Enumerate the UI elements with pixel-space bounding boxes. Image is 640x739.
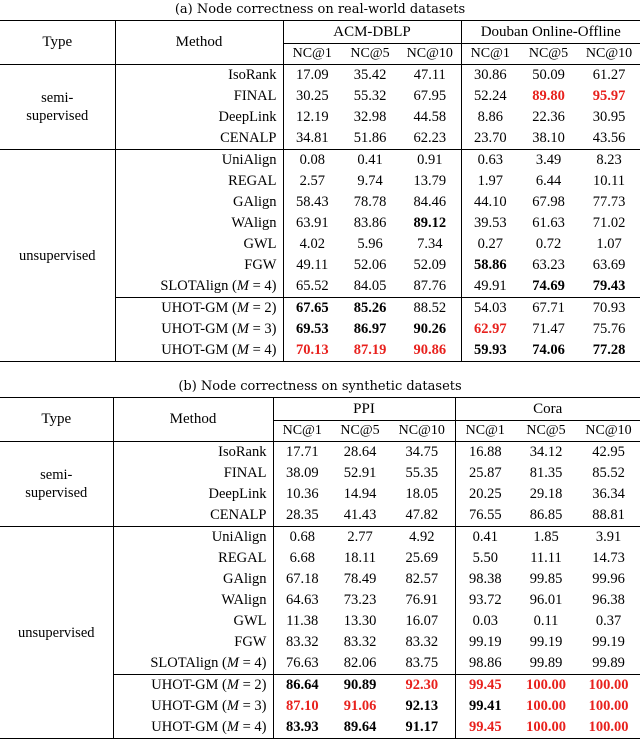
value-cell: 0.11 xyxy=(533,613,559,629)
value-cell: 34.12 xyxy=(529,444,563,460)
value-cell: 13.79 xyxy=(399,171,461,192)
value-cell: 75.76 xyxy=(592,321,626,337)
method-cell: UHOT-GM (M = 2) xyxy=(113,675,273,697)
value-cell: 99.41 xyxy=(468,698,502,714)
value-cell: 35.42 xyxy=(353,67,387,83)
value-cell: 99.19 xyxy=(468,634,502,650)
metric-header: NC@5 xyxy=(515,421,577,442)
method-cell: UniAlign xyxy=(115,150,283,172)
metric-header: NC@1 xyxy=(273,421,331,442)
metric-header: NC@1 xyxy=(455,421,515,442)
value-cell: 85.26 xyxy=(341,298,399,320)
value-cell: 86.97 xyxy=(353,321,387,337)
dataset-header-cora: Cora xyxy=(455,398,640,421)
value-cell: 96.01 xyxy=(529,592,563,608)
value-cell: 32.98 xyxy=(353,109,387,125)
method-cell: FINAL xyxy=(115,86,283,107)
value-cell: 82.57 xyxy=(389,569,455,590)
value-cell: 34.75 xyxy=(389,442,455,464)
value-cell: 8.86 xyxy=(477,109,503,125)
method-cell: SLOTAlign (M = 4) xyxy=(113,653,273,675)
value-cell: 51.86 xyxy=(353,130,387,146)
value-cell: 70.13 xyxy=(283,340,341,362)
value-cell: 77.28 xyxy=(578,340,640,362)
type-label-semi-supervised xyxy=(0,65,115,150)
value-cell: 43.56 xyxy=(592,130,626,146)
metric-header: NC@10 xyxy=(577,421,640,442)
value-cell: 100.00 xyxy=(588,698,629,714)
method-cell: FGW xyxy=(113,632,273,653)
value-cell: 28.64 xyxy=(343,444,377,460)
value-cell: 25.87 xyxy=(468,465,502,481)
method-cell: REGAL xyxy=(115,171,283,192)
value-cell: 55.32 xyxy=(353,88,387,104)
value-cell: 61.63 xyxy=(532,215,565,231)
value-cell: 49.11 xyxy=(296,257,329,273)
metric-header: NC@10 xyxy=(389,421,455,442)
value-cell: 87.19 xyxy=(341,340,399,362)
method-cell: IsoRank xyxy=(113,442,273,464)
caption-table-b: (b) Node correctness on synthetic datasets xyxy=(178,379,462,394)
value-cell: 18.05 xyxy=(389,484,455,505)
value-cell: 99.19 xyxy=(592,634,625,650)
type-header: Type xyxy=(0,398,113,442)
value-cell: 16.88 xyxy=(468,444,502,460)
value-cell: 5.96 xyxy=(357,236,383,252)
value-cell: 13.30 xyxy=(343,613,377,629)
value-cell: 99.45 xyxy=(455,675,515,697)
value-cell: 14.94 xyxy=(343,486,377,502)
value-cell: 22.36 xyxy=(532,109,565,125)
value-cell: 67.18 xyxy=(285,571,319,587)
metric-header: NC@10 xyxy=(399,44,461,65)
value-cell: 55.35 xyxy=(389,463,455,484)
value-cell: 49.91 xyxy=(473,278,507,294)
value-cell: 29.18 xyxy=(529,486,563,502)
value-cell: 12.19 xyxy=(295,109,329,125)
value-cell: 4.92 xyxy=(389,527,455,549)
value-cell: 83.32 xyxy=(389,632,455,653)
table-b xyxy=(0,397,640,739)
value-cell: 82.06 xyxy=(343,655,377,671)
value-cell: 58.43 xyxy=(295,194,329,210)
value-cell: 83.93 xyxy=(273,717,331,739)
value-cell: 0.03 xyxy=(472,613,498,629)
value-cell: 30.95 xyxy=(592,109,626,125)
value-cell: 90.89 xyxy=(331,675,389,697)
method-header: Method xyxy=(115,21,283,65)
value-cell: 61.27 xyxy=(592,67,626,83)
value-cell: 91.17 xyxy=(389,717,455,739)
value-cell: 100.00 xyxy=(515,675,577,697)
metric-header: NC@1 xyxy=(461,44,519,65)
value-cell: 39.53 xyxy=(473,215,507,231)
value-cell: 9.74 xyxy=(357,173,383,189)
method-cell: FINAL xyxy=(113,463,273,484)
value-cell: 83.75 xyxy=(389,653,455,675)
method-header: Method xyxy=(113,398,273,442)
value-cell: 100.00 xyxy=(577,675,640,697)
value-cell: 63.91 xyxy=(295,215,329,231)
value-cell: 99.89 xyxy=(529,655,563,671)
value-cell: 64.63 xyxy=(285,592,319,608)
value-cell: 81.35 xyxy=(529,465,563,481)
value-cell: 86.64 xyxy=(273,675,331,697)
type-label-unsupervised: unsupervised xyxy=(0,527,113,739)
value-cell: 59.93 xyxy=(461,340,519,362)
method-cell: UniAlign xyxy=(113,527,273,549)
value-cell: 98.38 xyxy=(468,571,502,587)
value-cell: 52.24 xyxy=(473,88,507,104)
method-cell: GAlign xyxy=(113,569,273,590)
value-cell: 38.10 xyxy=(532,130,565,146)
value-cell: 85.52 xyxy=(592,465,625,481)
method-cell: CENALP xyxy=(113,505,273,527)
value-cell: 73.23 xyxy=(343,592,377,608)
value-cell: 0.63 xyxy=(461,150,519,172)
dataset-header-ppi: PPI xyxy=(273,398,455,421)
value-cell: 71.02 xyxy=(592,215,626,231)
value-cell: 6.44 xyxy=(535,173,562,189)
value-cell: 98.86 xyxy=(468,655,502,671)
value-cell: 3.49 xyxy=(519,150,578,172)
type-label-line: semi- xyxy=(40,467,73,483)
type-header: Type xyxy=(0,21,115,65)
method-cell: REGAL xyxy=(113,548,273,569)
value-cell: 1.07 xyxy=(596,236,622,252)
value-cell: 63.69 xyxy=(592,257,626,273)
method-cell: GAlign xyxy=(115,192,283,213)
value-cell: 2.57 xyxy=(299,173,325,189)
value-cell: 89.64 xyxy=(331,717,389,739)
value-cell: 95.97 xyxy=(592,88,626,104)
value-cell: 0.08 xyxy=(283,150,341,172)
value-cell: 18.11 xyxy=(343,550,377,566)
method-cell: WAlign xyxy=(113,590,273,611)
value-cell: 36.34 xyxy=(592,486,625,502)
value-cell: 25.69 xyxy=(389,548,455,569)
method-cell: IsoRank xyxy=(115,65,283,87)
value-cell: 90.26 xyxy=(399,319,461,340)
value-cell: 88.52 xyxy=(399,298,461,320)
value-cell: 44.10 xyxy=(473,194,507,210)
method-cell: CENALP xyxy=(115,128,283,150)
value-cell: 77.73 xyxy=(592,194,626,210)
value-cell: 1.85 xyxy=(515,527,577,549)
method-cell: SLOTAlign (M = 4) xyxy=(115,276,283,298)
value-cell: 79.43 xyxy=(592,278,626,294)
dataset-header-douban: Douban Online-Offline xyxy=(461,21,640,44)
value-cell: 76.91 xyxy=(389,590,455,611)
type-label-line: semi- xyxy=(41,90,74,106)
method-cell: GWL xyxy=(113,611,273,632)
dataset-header-acm-dblp: ACM-DBLP xyxy=(283,21,461,44)
value-cell: 47.82 xyxy=(389,505,455,527)
metric-header: NC@5 xyxy=(341,44,399,65)
value-cell: 0.27 xyxy=(477,236,503,252)
value-cell: 84.05 xyxy=(353,278,387,294)
value-cell: 3.91 xyxy=(577,527,640,549)
method-cell: UHOT-GM (M = 2) xyxy=(115,298,283,320)
value-cell: 99.96 xyxy=(592,571,625,587)
value-cell: 67.71 xyxy=(519,298,578,320)
method-cell: FGW xyxy=(115,255,283,276)
method-cell: UHOT-GM (M = 3) xyxy=(113,696,273,717)
value-cell: 99.89 xyxy=(592,655,625,671)
value-cell: 50.09 xyxy=(532,67,565,83)
value-cell: 0.37 xyxy=(595,613,622,629)
value-cell: 100.00 xyxy=(515,717,577,739)
value-cell: 0.91 xyxy=(399,150,461,172)
value-cell: 74.06 xyxy=(519,340,578,362)
value-cell: 69.53 xyxy=(295,321,329,337)
method-cell: UHOT-GM (M = 3) xyxy=(115,319,283,340)
method-cell: DeepLink xyxy=(115,107,283,128)
type-label-line: supervised xyxy=(25,485,88,501)
value-cell: 78.78 xyxy=(353,194,387,210)
value-cell: 1.97 xyxy=(477,173,503,189)
method-cell: UHOT-GM (M = 4) xyxy=(113,717,273,739)
value-cell: 70.93 xyxy=(578,298,640,320)
method-cell: UHOT-GM (M = 4) xyxy=(115,340,283,362)
value-cell: 17.09 xyxy=(295,67,329,83)
value-cell: 11.38 xyxy=(286,613,319,629)
value-cell: 92.13 xyxy=(389,696,455,717)
value-cell: 86.85 xyxy=(529,507,563,523)
value-cell: 87.76 xyxy=(399,276,461,298)
value-cell: 58.86 xyxy=(473,257,507,273)
value-cell: 8.23 xyxy=(578,150,640,172)
value-cell: 89.12 xyxy=(399,213,461,234)
value-cell: 11.11 xyxy=(530,550,562,566)
value-cell: 91.06 xyxy=(343,698,377,714)
value-cell: 30.86 xyxy=(473,67,507,83)
value-cell: 6.68 xyxy=(289,550,315,566)
value-cell: 16.07 xyxy=(389,611,455,632)
value-cell: 23.70 xyxy=(473,130,507,146)
value-cell: 88.81 xyxy=(592,507,625,523)
metric-header: NC@1 xyxy=(283,44,341,65)
metric-header: NC@5 xyxy=(331,421,389,442)
value-cell: 0.68 xyxy=(273,527,331,549)
table-row xyxy=(0,442,640,464)
method-cell: WAlign xyxy=(115,213,283,234)
value-cell: 100.00 xyxy=(526,698,566,714)
type-label-line: supervised xyxy=(26,108,89,124)
value-cell: 62.23 xyxy=(399,128,461,150)
value-cell: 89.80 xyxy=(532,88,565,104)
type-label-semi-supervised xyxy=(0,442,113,527)
value-cell: 67.65 xyxy=(283,298,341,320)
value-cell: 54.03 xyxy=(461,298,519,320)
value-cell: 90.86 xyxy=(399,340,461,362)
value-cell: 99.19 xyxy=(529,634,563,650)
value-cell: 0.72 xyxy=(535,236,562,252)
value-cell: 93.72 xyxy=(468,592,502,608)
value-cell: 99.45 xyxy=(455,717,515,739)
table-row xyxy=(0,527,640,549)
value-cell: 38.09 xyxy=(285,465,319,481)
value-cell: 76.55 xyxy=(468,507,502,523)
table-a xyxy=(0,20,640,362)
value-cell: 92.30 xyxy=(389,675,455,697)
value-cell: 71.47 xyxy=(532,321,565,337)
value-cell: 14.73 xyxy=(592,550,625,566)
value-cell: 62.97 xyxy=(473,321,507,337)
value-cell: 52.91 xyxy=(343,465,377,481)
value-cell: 0.41 xyxy=(455,527,515,549)
caption-table-a: (a) Node correctness on real-world datasets xyxy=(174,2,466,17)
value-cell: 83.32 xyxy=(343,634,377,650)
value-cell: 4.02 xyxy=(299,236,325,252)
value-cell: 2.77 xyxy=(331,527,389,549)
value-cell: 44.58 xyxy=(399,107,461,128)
table-row xyxy=(0,65,640,87)
value-cell: 83.32 xyxy=(285,634,319,650)
value-cell: 52.06 xyxy=(353,257,387,273)
value-cell: 83.86 xyxy=(353,215,387,231)
value-cell: 84.46 xyxy=(399,192,461,213)
type-label-unsupervised: unsupervised xyxy=(0,150,115,362)
value-cell: 67.98 xyxy=(532,194,565,210)
value-cell: 74.69 xyxy=(532,278,565,294)
value-cell: 5.50 xyxy=(472,550,498,566)
value-cell: 34.81 xyxy=(295,130,329,146)
metric-header: NC@5 xyxy=(519,44,578,65)
value-cell: 47.11 xyxy=(399,65,461,87)
value-cell: 42.95 xyxy=(592,444,625,460)
value-cell: 30.25 xyxy=(295,88,329,104)
value-cell: 10.11 xyxy=(592,173,626,189)
value-cell: 65.52 xyxy=(295,278,329,294)
value-cell: 0.41 xyxy=(341,150,399,172)
metric-header: NC@10 xyxy=(578,44,640,65)
method-cell: DeepLink xyxy=(113,484,273,505)
value-cell: 28.35 xyxy=(285,507,319,523)
value-cell: 20.25 xyxy=(468,486,502,502)
value-cell: 96.38 xyxy=(592,592,625,608)
value-cell: 7.34 xyxy=(399,234,461,255)
value-cell: 99.85 xyxy=(529,571,563,587)
value-cell: 52.09 xyxy=(399,255,461,276)
value-cell: 76.63 xyxy=(285,655,319,671)
method-cell: GWL xyxy=(115,234,283,255)
value-cell: 67.95 xyxy=(399,86,461,107)
table-row xyxy=(0,150,640,172)
value-cell: 17.71 xyxy=(285,444,319,460)
value-cell: 87.10 xyxy=(285,698,319,714)
value-cell: 63.23 xyxy=(532,257,565,273)
value-cell: 10.36 xyxy=(285,486,319,502)
value-cell: 41.43 xyxy=(343,507,377,523)
value-cell: 100.00 xyxy=(577,717,640,739)
value-cell: 78.49 xyxy=(343,571,377,587)
